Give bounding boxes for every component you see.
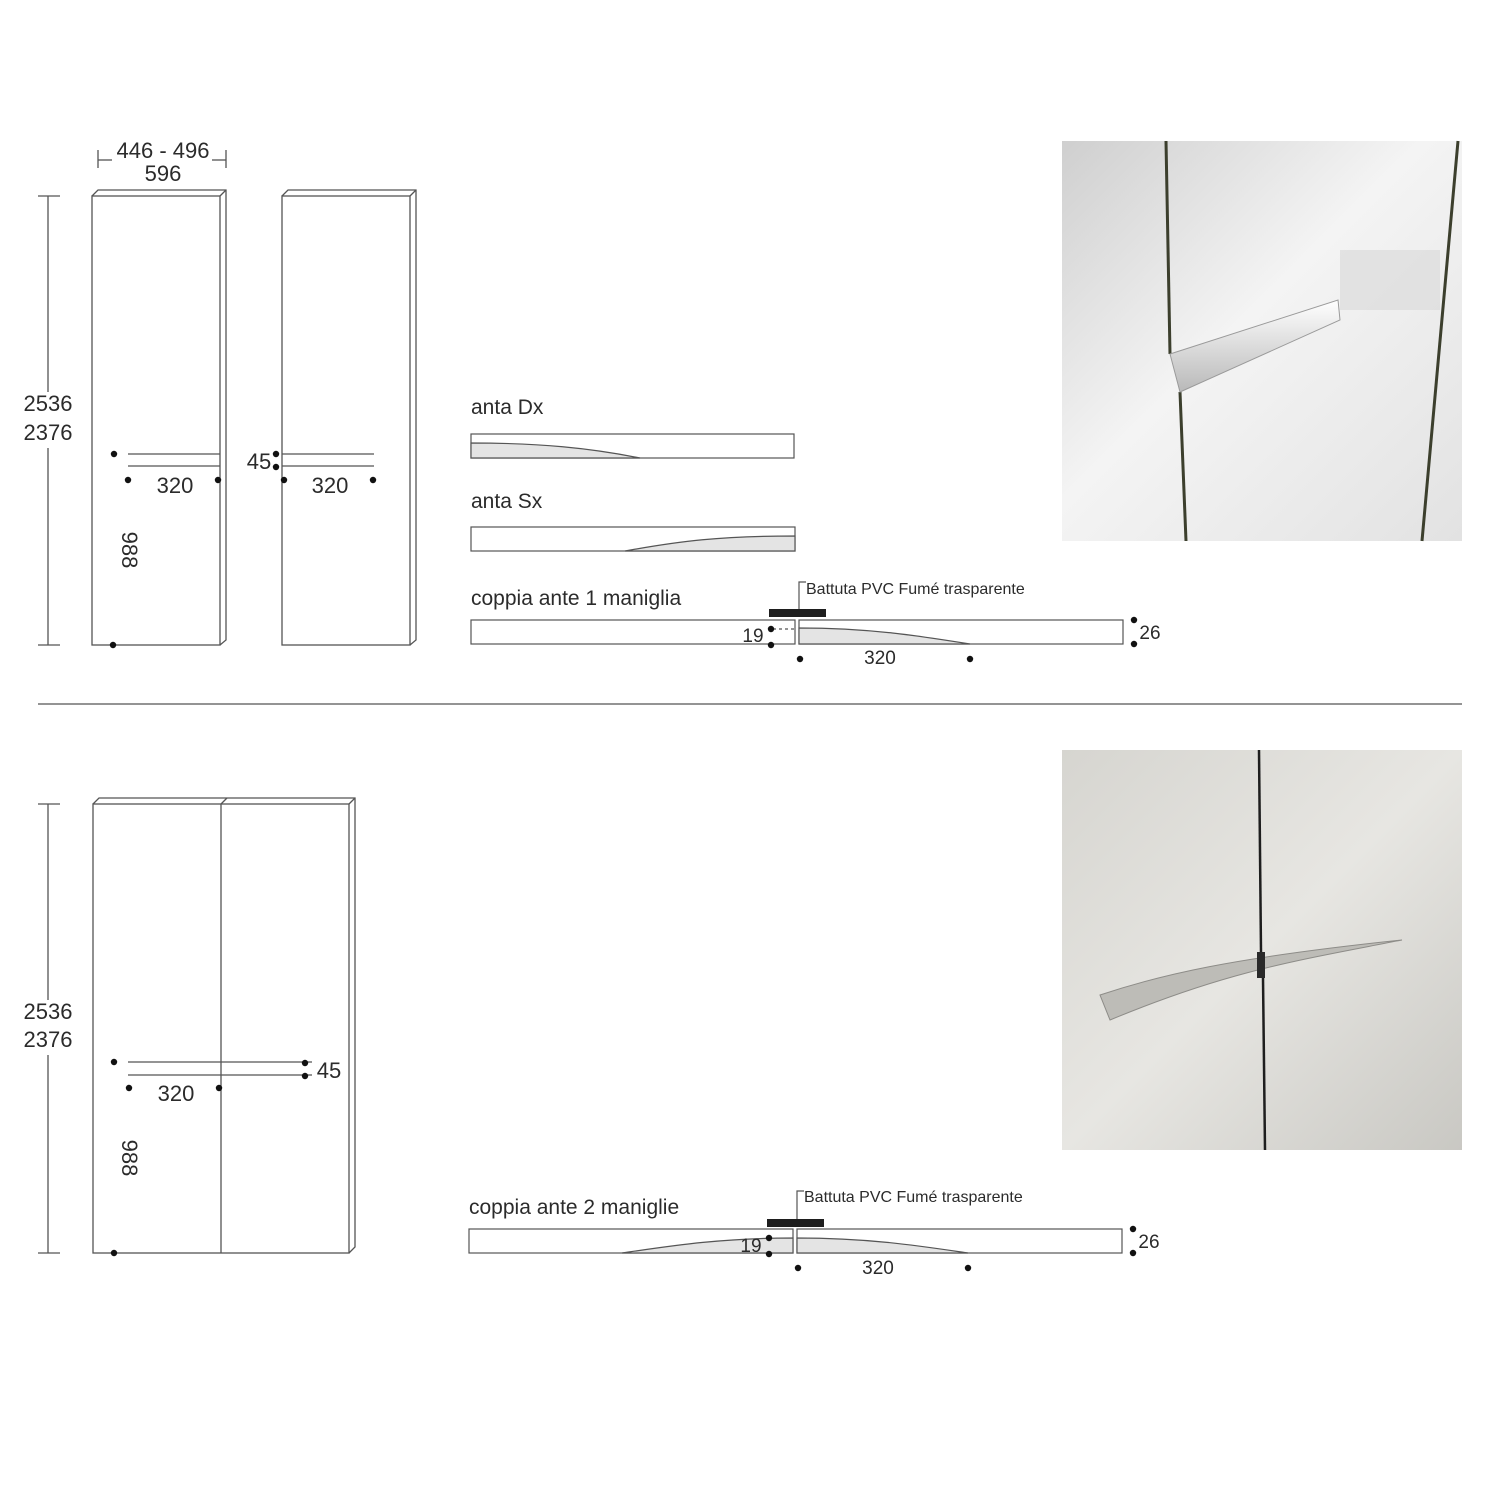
product-photo-single-handle — [1062, 141, 1462, 541]
pair-handle-length-label-1: 320 — [864, 648, 896, 669]
battuta-label-2: Battuta PVC Fumé trasparente — [804, 1189, 1023, 1206]
section-label-pair-2: coppia ante 2 maniglie — [469, 1196, 680, 1219]
thickness-label-2: 26 — [1138, 1232, 1160, 1253]
width-range-label: 446 - 496 — [116, 138, 210, 163]
section-sx-profile — [471, 527, 795, 551]
height-label-1: 2536 — [23, 391, 73, 416]
gap-label-2: 19 — [740, 1236, 762, 1257]
top-elevation-single-doors — [38, 150, 416, 645]
battuta-label-1: Battuta PVC Fumé trasparente — [806, 581, 1025, 598]
bottom-height-label-2: 2376 — [23, 1027, 73, 1052]
bottom-handle-offset-label: 45 — [316, 1058, 342, 1083]
handle-length-label-1: 320 — [156, 473, 194, 498]
section-dx-profile — [471, 434, 794, 458]
section-label-dx: anta Dx — [471, 396, 544, 419]
battuta-strip-2 — [767, 1219, 824, 1227]
bottom-elevation-double-door — [38, 798, 355, 1253]
height-label-2: 2376 — [23, 420, 73, 445]
door-left-front — [282, 196, 410, 645]
door-right-front — [92, 196, 220, 645]
product-photo-double-handle — [1062, 750, 1462, 1150]
bottom-handle-height-label: 988 — [117, 1139, 142, 1177]
thickness-label-1: 26 — [1139, 623, 1161, 644]
bottom-handle-length-label: 320 — [157, 1081, 195, 1106]
pair-handle-length-label-2: 320 — [862, 1258, 894, 1279]
handle-offset-label: 45 — [246, 449, 272, 474]
section-label-pair-1: coppia ante 1 maniglia — [471, 587, 682, 610]
section-label-sx: anta Sx — [471, 490, 543, 513]
bottom-height-label-1: 2536 — [23, 999, 73, 1024]
gap-label-1: 19 — [742, 626, 764, 647]
battuta-strip — [769, 609, 826, 617]
handle-height-label: 988 — [117, 531, 142, 569]
width-alt-label: 596 — [144, 161, 182, 186]
handle-length-label-2: 320 — [311, 473, 349, 498]
